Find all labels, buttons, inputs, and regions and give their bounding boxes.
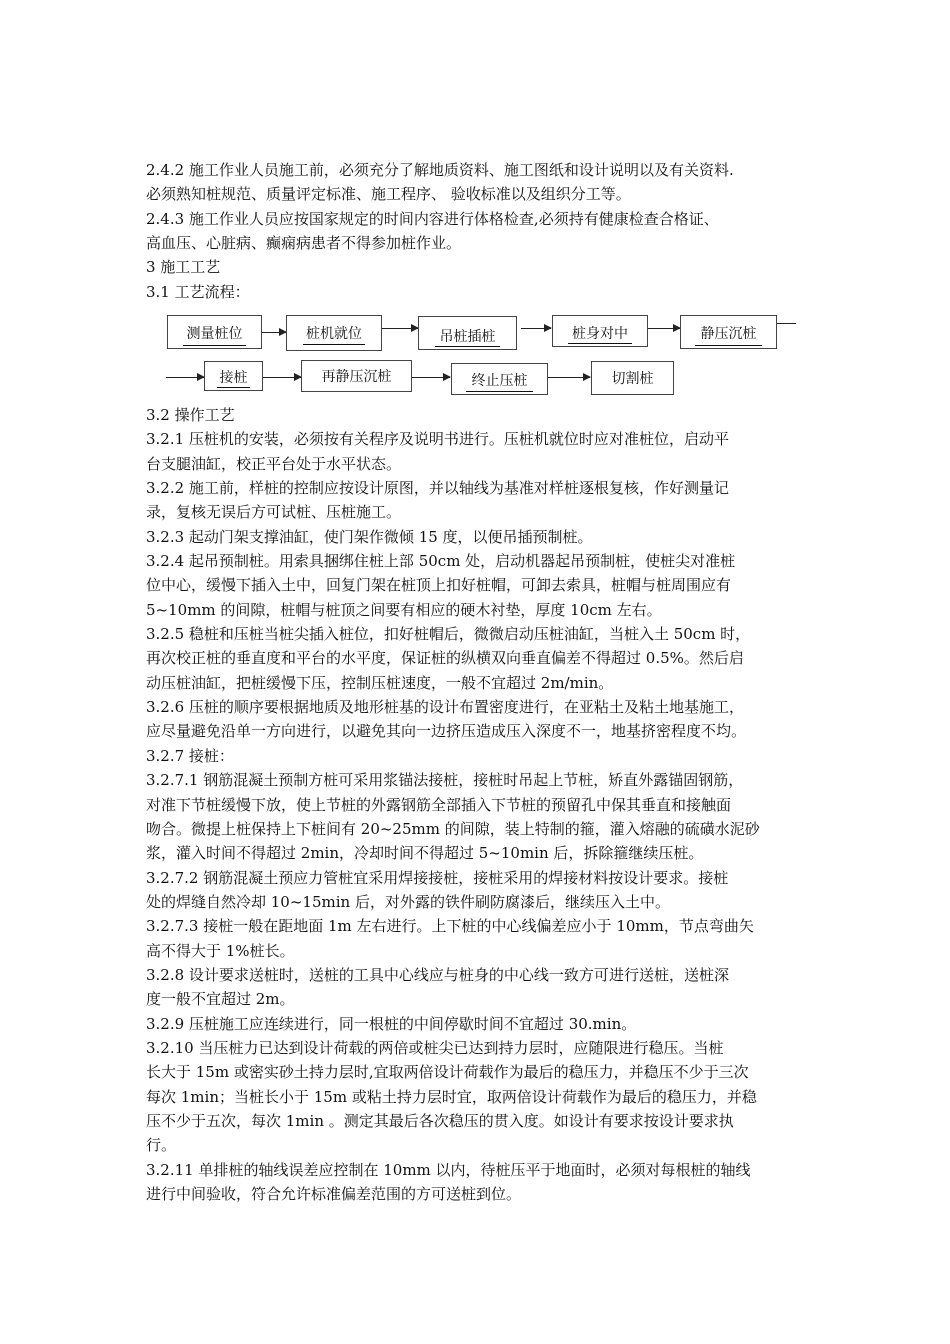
flow-arrow bbox=[166, 377, 204, 378]
flow-label: 桩机就位 bbox=[306, 326, 362, 342]
flow-label: 桩身对中 bbox=[572, 326, 628, 342]
paragraph-line: 长大于 15m 或密实砂土持力层时,宜取两倍设计荷载作为最后的稳压力，并稳压不少于三次 bbox=[146, 1063, 749, 1082]
flow-box-cut bbox=[591, 361, 674, 395]
paragraph-line: 高不得大于 1%桩长。 bbox=[146, 941, 295, 960]
flow-label: 测量桩位 bbox=[186, 326, 243, 342]
paragraph-line: 2.4.3 施工作业人员应按国家规定的时间内容进行体格检查,必须持有健康检查合格证、 bbox=[146, 209, 719, 228]
section-heading: 3 施工工艺 bbox=[146, 258, 221, 277]
paragraph-line: 3.2.7 接桩： bbox=[146, 746, 234, 765]
paragraph-line: 压不少于五次，每次 1min 。测定其最后各次稳压的贯入度。如设计有要求按设计要求执 bbox=[146, 1111, 734, 1130]
paragraph-line: 3.2.5 稳桩和压桩当桩尖插入桩位，扣好桩帽后，微微启动压桩油缸，当桩入土 50cm 时， bbox=[146, 625, 751, 644]
paragraph-line: 3.2.2 施工前，样桩的控制应按设计原图，并以轴线为基准对样桩逐根复核，作好测量记 bbox=[146, 479, 729, 498]
paragraph-line: 3.2.4 起吊预制桩。用索具捆绑住桩上部 50cm 处，启动机器起吊预制桩，使桩尖对准桩 bbox=[146, 552, 736, 571]
paragraph-line: 3.2.11 单排桩的轴线误差应控制在 10mm 以内，待桩压平于地面时，必须对每根桩的轴线 bbox=[146, 1160, 751, 1179]
paragraph-line: 3.2.7.3 接桩一般在距地面 1m 左右进行。上下桩的中心线偏差应小于 10mm，节点弯曲矢 bbox=[146, 917, 754, 936]
flow-box-press bbox=[680, 315, 777, 349]
flow-arrow bbox=[382, 328, 418, 329]
paragraph-line: 3.2.9 压桩施工应连续进行，同一根桩的中间停歇时间不宜超过 30.min。 bbox=[146, 1014, 637, 1033]
flow-box-joint bbox=[204, 361, 263, 391]
paragraph-line: 高血压、心脏病、癫痫病患者不得参加桩作业。 bbox=[146, 234, 462, 253]
intro-text bbox=[146, 158, 814, 304]
paragraph-line: 浆，灌入时间不得超过 2min，冷却时间不得超过 5~10min 后，拆除箍继续压桩。 bbox=[146, 844, 704, 863]
paragraph-line: 台支腿油缸，校正平台处于水平状态。 bbox=[146, 454, 402, 473]
flow-box-stop bbox=[451, 363, 548, 395]
paragraph-line: 位中心，缓慢下插入土中，回复门架在桩顶上扣好桩帽，可卸去索具，桩帽与桩周围应有 bbox=[146, 576, 732, 595]
flow-arrow bbox=[262, 332, 286, 333]
paragraph-line: 3.2 操作工艺 bbox=[146, 406, 235, 424]
paragraph-line: 3.2.7.2 钢筋混凝土预应力管桩宜采用焊接接桩，接桩采用的焊接材料按设计要求。接桩 bbox=[146, 868, 729, 887]
flow-label: 切割桩 bbox=[611, 371, 654, 387]
flow-box-repress bbox=[301, 360, 412, 392]
paragraph-line: 行。 bbox=[146, 1136, 177, 1155]
flow-label: 再静压沉桩 bbox=[321, 369, 392, 385]
flow-box-center bbox=[552, 315, 648, 347]
flow-arrow bbox=[412, 377, 450, 378]
paragraph-line: 必须熟知桩规范、质量评定标准、施工程序、 验收标准以及组织分工等。 bbox=[146, 185, 631, 204]
paragraph-line: 3.2.1 压桩机的安装，必须按有关程序及说明书进行。压桩机就位时应对准桩位，启动平 bbox=[146, 430, 729, 449]
paragraph-line: 2.4.2 施工作业人员施工前，必须充分了解地质资料、施工图纸和设计说明以及有关资料. bbox=[146, 161, 734, 179]
flow-arrow bbox=[548, 377, 590, 378]
flow-box-measure bbox=[167, 315, 262, 349]
paragraph-line: 5~10mm 的间隙，桩帽与桩顶之间要有相应的硬木衬垫，厚度 10cm 左右。 bbox=[146, 600, 662, 619]
flow-label: 接桩 bbox=[219, 370, 248, 386]
body-text bbox=[146, 403, 814, 1206]
flow-label: 终止压桩 bbox=[471, 373, 528, 389]
paragraph-line: 处的焊缝自然冷却 10~15min 后，对外露的铁件刷防腐漆后，继续压入土中。 bbox=[146, 892, 670, 911]
paragraph-line: 3.2.6 压桩的顺序要根据地质及地形桩基的设计布置密度进行，在亚粘土及粘土地基施工， bbox=[146, 698, 744, 717]
flow-box-lift bbox=[418, 316, 517, 350]
flow-label: 吊桩插桩 bbox=[439, 329, 496, 345]
paragraph-line: 3.2.3 起动门架支撑油缸，使门架作微倾 15 度，以便吊插预制桩。 bbox=[146, 527, 593, 546]
paragraph-line: 3.2.7.1 钢筋混凝土预制方桩可采用浆锚法接桩，接桩时吊起上节桩，矫直外露锚固钢筋， bbox=[146, 771, 744, 790]
flow-arrow bbox=[263, 377, 301, 378]
paragraph-line: 每次 1min；当桩长小于 15m 或粘土持力层时宜，取两倍设计荷载作为最后的稳压力，并稳 bbox=[146, 1087, 757, 1106]
paragraph-line: 进行中间验收，符合允许标准偏差范围的方可送桩到位。 bbox=[146, 1185, 522, 1203]
paragraph-line: 录，复核无误后方可试桩、压桩施工。 bbox=[146, 503, 402, 522]
paragraph-line: 吻合。微提上桩保持上下桩间有 20~25mm 的间隙，装上特制的箍，灌入熔融的硫磺水泥砂 bbox=[146, 819, 760, 838]
subsection-heading: 3.1 工艺流程： bbox=[146, 282, 250, 301]
paragraph-line: 3.2.10 当压桩力已达到设计荷载的两倍或桩尖已达到持力层时，应随限进行稳压。当桩 bbox=[146, 1038, 724, 1057]
flow-arrow bbox=[648, 328, 680, 329]
flow-label: 静压沉桩 bbox=[700, 326, 757, 342]
process-flowchart bbox=[0, 313, 950, 403]
paragraph-line: 度一般不宜超过 2m。 bbox=[146, 990, 295, 1009]
flow-connector bbox=[777, 323, 796, 324]
paragraph-line: 应尽量避免沿单一方向进行，以避免其向一边挤压造成压入深度不一，地基挤密程度不均。 bbox=[146, 722, 747, 741]
flow-box-machine bbox=[286, 315, 382, 351]
flow-arrow bbox=[521, 328, 551, 329]
paragraph-line: 动压桩油缸，把桩缓慢下压，控制压桩速度，一般不宜超过 2m/min。 bbox=[146, 673, 614, 692]
paragraph-line: 对准下节桩缓慢下放，使上节桩的外露钢筋全部插入下节桩的预留孔中保其垂直和接触面 bbox=[146, 795, 732, 814]
paragraph-line: 3.2.8 设计要求送桩时，送桩的工具中心线应与桩身的中心线一致方可进行送桩，送桩深 bbox=[146, 965, 729, 984]
paragraph-line: 再次校正桩的垂直度和平台的水平度，保证桩的纵横双向垂直偏差不得超过 0.5%。然后启 bbox=[146, 649, 744, 668]
